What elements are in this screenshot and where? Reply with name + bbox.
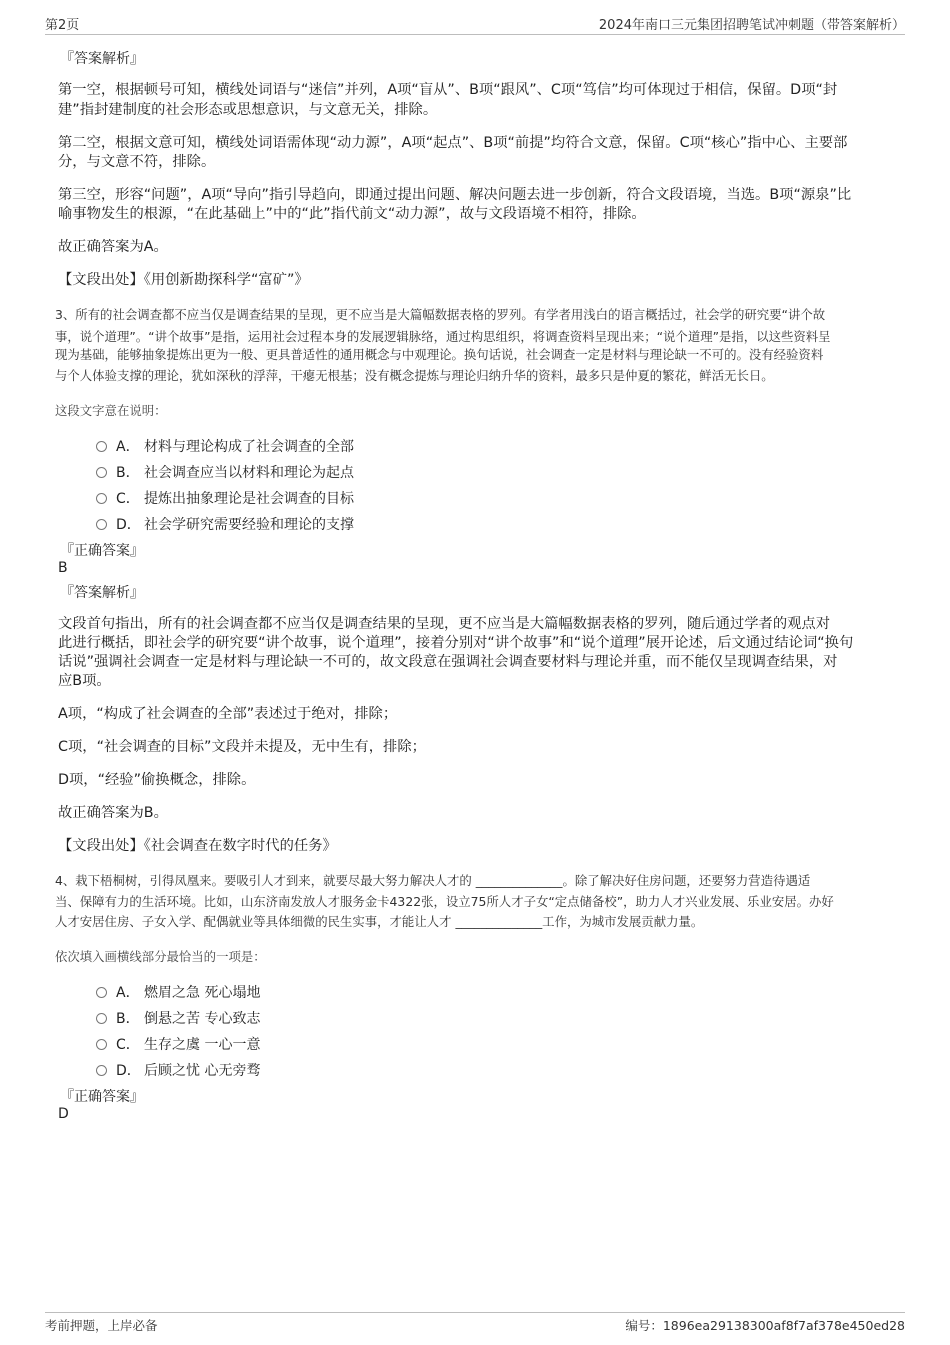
page-header	[45, 14, 905, 35]
q3-option-d[interactable]: D． 社会学研究需要经验和理论的支撑	[96, 514, 354, 534]
q3-analysis-label: 『答案解析』	[60, 585, 144, 601]
q4-stem-line: 人才安居住房、子女入学、配偶就业等具体细微的民生实事，才能让人才 ______________工作，为城市发展贡献力量。	[55, 914, 704, 929]
q3-analysis-line: 文段首句指出，所有的社会调查都不应当仅是调查结果的呈现，更不应当是大篇幅数据表格的罗列，随后通过学者的观点对	[58, 616, 831, 632]
q2-analysis-line: 第三空，形容“问题”，A项“导向”指引导趋向，即通过提出问题、解决问题去进一步创新，符合文段语境，当选。B项“源泉”比	[58, 187, 852, 203]
q3-analysis-line: 此进行概括，即社会学的研究要“讲个故事，说个道理”，接着分别对“讲个故事”和“说个道理”展开论述，后文通过结论词“换句	[58, 635, 854, 651]
document-title: 2024年南口三元集团招聘笔试冲刺题（带答案解析）	[598, 18, 905, 33]
q2-analysis-line: 分，与文意不符，排除。	[58, 154, 216, 170]
radio-icon[interactable]	[96, 987, 107, 998]
q4-option-c[interactable]: C． 生存之虞 一心一意	[96, 1034, 260, 1054]
q3-analysis-line: 话说”强调社会调查一定是材料与理论缺一不可的，故文段意在强调社会调查要材料与理论并重，而不能仅呈现调查结果，对	[58, 654, 838, 670]
footer-code: 编号：1896ea29138300af8f7af378e450ed28	[625, 1318, 905, 1333]
page-footer	[45, 1312, 905, 1335]
footer-slogan: 考前押题，上岸必备	[45, 1318, 158, 1333]
radio-icon[interactable]	[96, 1039, 107, 1050]
q3-stem-line: 事，说个道理”。“讲个故事”是指，运用社会过程本身的发展逻辑脉络，通过构思组织，将调查资料呈现出来；“说个道理”是指，以这些资料呈	[55, 329, 831, 344]
q2-analysis-line: 第二空，根据文意可知，横线处词语需体现“动力源”，A项“起点”、B项“前提”均符合文意，保留。C项“核心”指中心、主要部	[58, 135, 848, 151]
q3-note: C项，“社会调查的目标”文段并未提及，无中生有，排除；	[58, 739, 426, 755]
radio-icon[interactable]	[96, 493, 107, 504]
q3-option-c[interactable]: C． 提炼出抽象理论是社会调查的目标	[96, 488, 354, 508]
q3-note: D项，“经验”偷换概念，排除。	[58, 772, 256, 788]
q3-stem-line: 现为基础，能够抽象提炼出更为一般、更具普适性的通用概念与中观理论。换句话说，社会调查一定是材料与理论缺一不可的。没有经验资料	[55, 347, 824, 362]
q4-correct-label: 『正确答案』	[60, 1089, 144, 1105]
q4-stem-line: 当、保障有力的生活环境。比如，山东济南发放人才服务金卡4322张，设立75所人才子女“定点储备校”，助力人才兴业发展、乐业安居。办好	[55, 894, 834, 909]
q3-source: 【文段出处】《社会调查在数字时代的任务》	[58, 838, 337, 854]
q2-source: 【文段出处】《用创新勘探科学“富矿”》	[58, 272, 309, 288]
page-number: 第2页	[45, 18, 80, 33]
q3-stem-line: 3、所有的社会调查都不应当仅是调查结果的呈现，更不应当是大篇幅数据表格的罗列。有学者用浅白的语言概括过，社会学的研究要“讲个故	[55, 307, 826, 322]
q2-conclusion: 故正确答案为A。	[58, 239, 168, 255]
q3-stem-line: 与个人体验支撑的理论，犹如深秋的浮萍，干瘪无根基；没有概念提炼与理论归纳升华的资料，最多只是仲夏的繁花，鲜活无长日。	[55, 368, 774, 383]
radio-icon[interactable]	[96, 1065, 107, 1076]
radio-icon[interactable]	[96, 467, 107, 478]
q4-stem-line: 4、栽下梧桐树，引得凤凰来。要吸引人才到来，就要尽最大努力解决人才的 ______________。除了解决好住房问题，还要努力营造待遇适	[55, 873, 811, 888]
radio-icon[interactable]	[96, 441, 107, 452]
q4-option-d[interactable]: D． 后顾之忧 心无旁骛	[96, 1060, 260, 1080]
q3-option-a[interactable]: A． 材料与理论构成了社会调查的全部	[96, 436, 354, 456]
q2-analysis-line: 建”指封建制度的社会形态或思想意识，与文意无关，排除。	[58, 102, 438, 118]
q2-analysis-line: 喻事物发生的根源，“在此基础上”中的“此”指代前文“动力源”，故与文段语境不相符，排除。	[58, 206, 646, 222]
q3-note: A项，“构成了社会调查的全部”表述过于绝对，排除；	[58, 706, 398, 722]
q4-option-a[interactable]: A． 燃眉之急 死心塌地	[96, 982, 260, 1002]
q4-option-b[interactable]: B． 倒悬之苦 专心致志	[96, 1008, 260, 1028]
q4-correct-answer: D	[58, 1106, 69, 1122]
q2-analysis-label: 『答案解析』	[60, 51, 144, 67]
q3-prompt: 这段文字意在说明：	[55, 403, 167, 418]
q3-correct-answer: B	[58, 560, 68, 576]
q3-conclusion: 故正确答案为B。	[58, 805, 168, 821]
q3-option-b[interactable]: B． 社会调查应当以材料和理论为起点	[96, 462, 354, 482]
radio-icon[interactable]	[96, 1013, 107, 1024]
q4-prompt: 依次填入画横线部分最恰当的一项是：	[55, 949, 266, 964]
q3-correct-label: 『正确答案』	[60, 543, 144, 559]
q3-analysis-line: 应B项。	[58, 673, 111, 689]
radio-icon[interactable]	[96, 519, 107, 530]
q2-analysis-line: 第一空，根据顿号可知，横线处词语与“迷信”并列，A项“盲从”、B项“跟风”、C项“笃信”均可体现过于相信，保留。D项“封	[58, 82, 838, 98]
